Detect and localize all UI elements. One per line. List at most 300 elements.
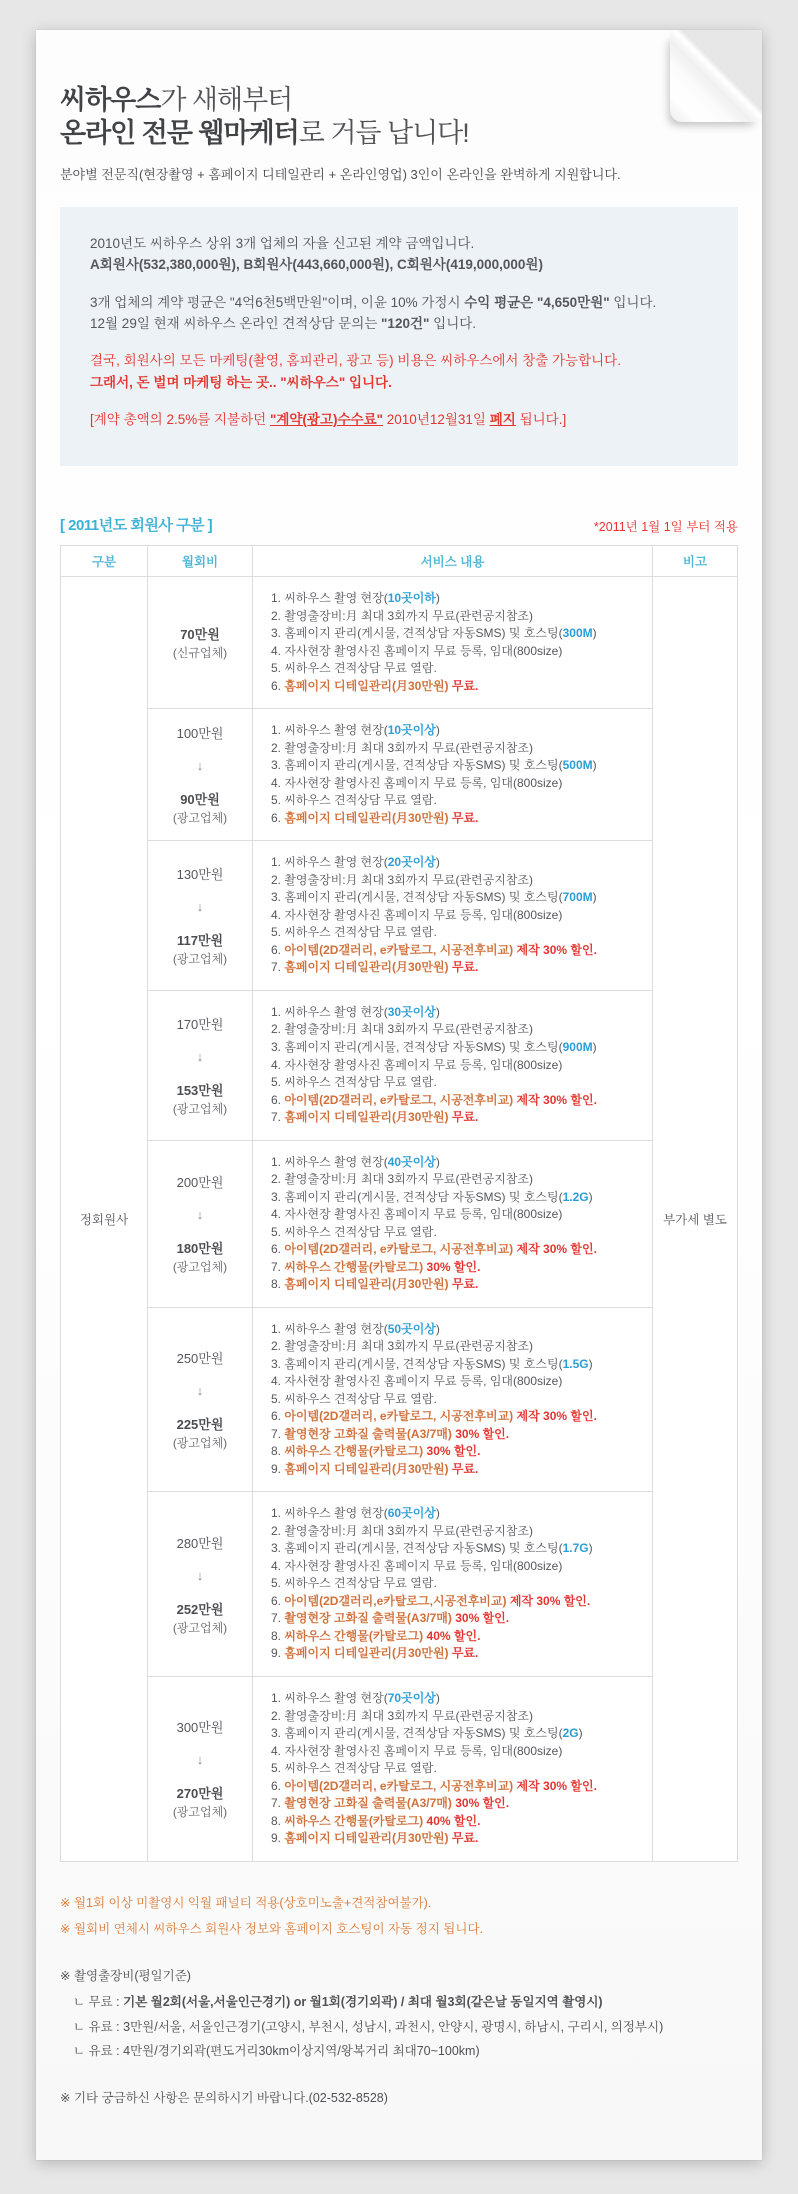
service-text-segment: 30% 할인.: [455, 1611, 510, 1626]
service-text-segment: 6.: [271, 1593, 285, 1608]
service-line: [271, 1461, 644, 1479]
inquiry-count: "120건": [381, 315, 430, 331]
service-line: [271, 608, 644, 626]
fee-value: 100만원: [176, 726, 224, 742]
page-subtitle: 분야별 전문직(현장촬영 + 홈페이지 디테일관리 + 온라인영업) 3인이 온라인을 완벽하게 지원합니다.: [60, 166, 621, 182]
service-text-segment: 7.: [271, 1259, 285, 1274]
service-text-segment: 아이템(2D갤러리, e카탈로그, 시공전후비교): [284, 1092, 514, 1107]
service-line: [271, 924, 644, 942]
service-line: [271, 872, 644, 890]
average-summary: [90, 292, 708, 335]
down-arrow-icon: ↓: [196, 758, 204, 774]
service-line: [271, 1540, 644, 1558]
service-text-segment: 제작 30% 할인.: [516, 1092, 597, 1107]
service-text-segment: ): [435, 723, 440, 738]
service-text-segment: 홈페이지 디테일관리(月30만원): [284, 1461, 449, 1476]
abolition-word: 폐지: [489, 411, 516, 427]
service-text-segment: 촬영현장 고화질 출력물(A3/7매): [284, 1426, 452, 1441]
service-text-segment: 1. 씨하우스 촬영 현장(: [271, 1004, 388, 1019]
service-line: [271, 854, 644, 872]
service-text-segment: 70곳이상: [387, 1690, 436, 1705]
service-line: [271, 959, 644, 977]
service-text-segment: 2. 촬영출장비:月 최대 3회까지 무료(관련공지참조): [271, 872, 534, 887]
fee-company-type: (신규업체): [172, 646, 228, 661]
col-header-monthly-fee: 월회비: [148, 546, 253, 577]
service-text-segment: 4. 자사현장 촬영사진 홈페이지 무료 등록, 임대(800size): [271, 907, 563, 922]
service-text-segment: 씨하우스 간행물(카탈로그): [284, 1628, 424, 1643]
service-text-segment: 30% 할인.: [426, 1444, 481, 1459]
service-line: [271, 942, 644, 960]
service-text-segment: 9.: [271, 1461, 285, 1476]
table-row: [61, 1307, 738, 1492]
summary-box: [60, 207, 738, 466]
apply-date-note: *2011년 1월 1일 부터 적용: [593, 520, 738, 535]
services-cell: [253, 1676, 653, 1861]
avg-post: 입니다.: [609, 294, 657, 310]
service-text-segment: 1.5G: [562, 1356, 589, 1371]
service-text-segment: 무료.: [451, 1277, 479, 1292]
service-text-segment: ): [592, 1040, 597, 1054]
col-header-category: 구분: [61, 546, 148, 577]
fee-company-type: (광고업체): [172, 1436, 228, 1451]
service-text-segment: 30% 할인.: [455, 1796, 510, 1811]
service-text-segment: ): [435, 1690, 440, 1705]
monthly-fee-cell: [148, 1140, 253, 1307]
service-line: [271, 1558, 644, 1576]
service-line: [271, 1760, 644, 1778]
service-text-segment: 4. 자사현장 촬영사진 홈페이지 무료 등록, 임대(800size): [271, 1057, 563, 1072]
service-text-segment: 30곳이상: [387, 1004, 436, 1019]
inquiry-pre: 12월 29일 현재 씨하우스 온라인 견적상담 문의는: [90, 315, 382, 331]
table-row: [61, 1492, 738, 1677]
service-line: [271, 1074, 644, 1092]
service-text-segment: 4. 자사현장 촬영사진 홈페이지 무료 등록, 임대(800size): [271, 1743, 563, 1758]
col-header-note: 비고: [653, 546, 738, 577]
service-text-segment: 40% 할인.: [426, 1628, 481, 1643]
service-text-segment: 무료.: [451, 1110, 479, 1125]
service-line: [271, 1575, 644, 1593]
service-text-segment: 제작 30% 할인.: [516, 1778, 597, 1793]
service-text-segment: 5. 씨하우스 견적상담 무료 열람.: [271, 1224, 437, 1239]
service-text-segment: 7.: [271, 960, 285, 975]
service-text-segment: 아이템(2D갤러리, e카탈로그, 시공전후비교): [284, 1778, 514, 1793]
category-cell: 정회원사: [61, 577, 148, 1861]
service-text-segment: ): [435, 1154, 440, 1169]
service-text-segment: 무료.: [451, 810, 479, 825]
service-line: [271, 1505, 644, 1523]
page-curl: [670, 30, 762, 122]
table-section-header: [60, 514, 738, 535]
service-text-segment: 홈페이지 디테일관리(月30만원): [284, 1277, 449, 1292]
service-line: [271, 625, 644, 643]
title-line-2-rest: 로 거듭 납니다!: [298, 117, 469, 148]
service-text-segment: 촬영현장 고화질 출력물(A3/7매): [284, 1796, 452, 1811]
service-text-segment: ): [592, 626, 597, 641]
service-text-segment: 7.: [271, 1426, 285, 1441]
monthly-fee-cell: [148, 709, 253, 841]
avg-pre: 3개 업체의 계약 평균은 "4억6천5백만원"이며, 이윤 10% 가정시: [90, 294, 465, 310]
service-text-segment: 제작 30% 할인.: [516, 1409, 597, 1424]
service-text-segment: 2. 촬영출장비:月 최대 3회까지 무료(관련공지참조): [271, 740, 534, 755]
monthly-fee-cell: [148, 1492, 253, 1677]
service-text-segment: ): [435, 1506, 440, 1521]
title-line-1: [60, 85, 292, 115]
service-text-segment: 40% 할인.: [426, 1813, 481, 1828]
table-row: [61, 990, 738, 1140]
service-text-segment: 5. 씨하우스 견적상담 무료 열람.: [271, 1075, 437, 1090]
monthly-fee-cell: [148, 841, 253, 991]
service-line: [271, 1645, 644, 1663]
fee-value: 70만원: [180, 627, 220, 643]
penalty-note: ※ 월1회 이상 미촬영시 익월 패널티 적용(상호미노출+견적참여불가).: [60, 1895, 432, 1910]
service-text-segment: 3. 홈페이지 관리(게시물, 견적상담 자동SMS) 및 호스팅(: [271, 890, 563, 905]
table-row: [61, 1676, 738, 1861]
service-text-segment: 1. 씨하우스 촬영 현장(: [271, 723, 388, 738]
inquiry-post: 입니다.: [429, 315, 477, 331]
service-line: [271, 1276, 644, 1294]
service-line: [271, 757, 644, 775]
service-line: [271, 1057, 644, 1075]
service-line: [271, 678, 644, 696]
service-text-segment: 무료.: [451, 1831, 479, 1846]
fee-company-type: (광고업체): [172, 811, 228, 826]
monthly-fee-cell: [148, 1676, 253, 1861]
service-line: [271, 1171, 644, 1189]
service-text-segment: 2. 촬영출장비:月 최대 3회까지 무료(관련공지참조): [271, 1708, 534, 1723]
service-text-segment: 5. 씨하우스 견적상담 무료 열람.: [271, 1391, 437, 1406]
abolition-pre: [계약 총액의 2.5%를 지불하던: [90, 411, 270, 427]
service-line: [271, 1795, 644, 1813]
service-text-segment: 2. 촬영출장비:月 최대 3회까지 무료(관련공지참조): [271, 1172, 534, 1187]
travel-fee-title: ※ 촬영출장비(평일기준): [60, 1969, 191, 1984]
service-text-segment: 씨하우스 간행물(카탈로그): [284, 1259, 424, 1274]
footer-notes: [60, 1894, 738, 2108]
membership-table: [60, 545, 738, 1861]
service-text-segment: 6.: [271, 1092, 285, 1107]
service-text-segment: 2. 촬영출장비:月 최대 3회까지 무료(관련공지참조): [271, 1339, 534, 1354]
service-line: [271, 740, 644, 758]
service-text-segment: 8.: [271, 1277, 285, 1292]
service-line: [271, 1021, 644, 1039]
service-line: [271, 1154, 644, 1172]
fee-company-type: (광고업체): [172, 1805, 228, 1820]
service-text-segment: 3. 홈페이지 관리(게시물, 견적상담 자동SMS) 및 호스팅(: [271, 758, 563, 773]
service-line: [271, 1778, 644, 1796]
services-cell: [253, 709, 653, 841]
service-text-segment: 2. 촬영출장비:月 최대 3회까지 무료(관련공지참조): [271, 1523, 534, 1538]
service-line: [271, 810, 644, 828]
service-text-segment: 300M: [562, 626, 593, 641]
fee-company-type: (광고업체): [172, 1260, 228, 1275]
table-row: [61, 1140, 738, 1307]
service-text-segment: 60곳이상: [387, 1506, 436, 1521]
service-text-segment: 6.: [271, 1778, 285, 1793]
vat-note-cell: 부가세 별도: [653, 577, 738, 1861]
travel-free-detail: 기본 월2회(서울,서울인근경기) or 월1회(경기외곽) / 최대 월3회(같은날 동일지역 촬영시): [123, 1994, 603, 2009]
page-title: [60, 84, 738, 150]
service-text-segment: 3. 홈페이지 관리(게시물, 견적상담 자동SMS) 및 호스팅(: [271, 1726, 563, 1741]
service-text-segment: 30% 할인.: [455, 1426, 510, 1441]
service-line: [271, 1259, 644, 1277]
service-line: [271, 1039, 644, 1057]
service-text-segment: ): [435, 591, 440, 606]
service-text-segment: 7.: [271, 1796, 285, 1811]
travel-paid-prefix-2: ㄴ 유료 :: [73, 2044, 124, 2059]
service-text-segment: 8.: [271, 1444, 285, 1459]
discounted-fee-value: 117만원: [176, 933, 224, 949]
travel-paid-prefix-1: ㄴ 유료 :: [73, 2019, 124, 2034]
fee-value: 280만원: [176, 1535, 224, 1551]
fee-company-type: (광고업체): [172, 1620, 228, 1635]
service-text-segment: 3. 홈페이지 관리(게시물, 견적상담 자동SMS) 및 호스팅(: [271, 1356, 563, 1371]
service-text-segment: 5. 씨하우스 견적상담 무료 열람.: [271, 1761, 437, 1776]
service-text-segment: 홈페이지 디테일관리(月30만원): [284, 678, 449, 693]
service-text-segment: 무료.: [451, 678, 479, 693]
discounted-fee-value: 153만원: [176, 1082, 224, 1098]
service-text-segment: 제작 30% 할인.: [509, 1593, 591, 1608]
service-text-segment: 홈페이지 디테일관리(月30만원): [284, 960, 449, 975]
travel-paid-detail-1: 3만원/서울, 서울인근경기(고양시, 부천시, 성남시, 과천시, 안양시, 광명시, 하남시, 구리시, 의정부시): [123, 2019, 664, 2034]
service-line: [271, 1830, 644, 1848]
marketing-statement: [90, 350, 708, 393]
service-text-segment: 4. 자사현장 촬영사진 홈페이지 무료 등록, 임대(800size): [271, 643, 563, 658]
service-text-segment: 50곳이상: [387, 1321, 436, 1336]
service-line: [271, 889, 644, 907]
title-line-1-rest: 가 새해부터: [160, 85, 293, 115]
service-line: [271, 1690, 644, 1708]
travel-free-prefix: ㄴ 무료 :: [73, 1994, 124, 2009]
summary-line-1: 2010년도 씨하우스 상위 3개 업체의 자율 신고된 계약 금액입니다.: [90, 235, 475, 251]
discounted-fee-value: 90만원: [180, 792, 220, 808]
service-text-segment: 홈페이지 디테일관리(月30만원): [284, 810, 449, 825]
service-text-segment: 2. 촬영출장비:月 최대 3회까지 무료(관련공지참조): [271, 608, 534, 623]
service-text-segment: ): [588, 1356, 593, 1371]
service-line: [271, 643, 644, 661]
service-text-segment: 30% 할인.: [426, 1259, 481, 1274]
services-cell: [253, 577, 653, 709]
discounted-fee-value: 180만원: [176, 1241, 224, 1257]
service-text-segment: 1. 씨하우스 촬영 현장(: [271, 591, 388, 606]
service-line: [271, 1610, 644, 1628]
service-text-segment: 1. 씨하우스 촬영 현장(: [271, 1690, 388, 1705]
service-line: [271, 1109, 644, 1127]
service-line: [271, 1241, 644, 1259]
contract-summary: [90, 233, 708, 276]
contact-note: ※ 기타 궁금하신 사항은 문의하시기 바랍니다.(02-532-8528): [60, 2091, 388, 2106]
marketing-line-1: 결국, 회원사의 모든 마케팅(촬영, 홈피관리, 광고 등) 비용은 씨하우스에서 창출 가능합니다.: [90, 353, 621, 369]
monthly-fee-cell: [148, 990, 253, 1140]
service-line: [271, 1206, 644, 1224]
service-text-segment: ): [588, 1189, 593, 1204]
services-cell: [253, 1140, 653, 1307]
service-text-segment: 1. 씨하우스 촬영 현장(: [271, 1321, 388, 1336]
service-line: [271, 1373, 644, 1391]
service-line: [271, 1391, 644, 1409]
abolition-fee-term: "계약(광고)수수료": [269, 411, 384, 427]
service-line: [271, 660, 644, 678]
service-text-segment: 아이템(2D갤러리, e카탈로그, 시공전후비교): [284, 942, 514, 957]
service-text-segment: 8.: [271, 1628, 285, 1643]
service-line: [271, 1813, 644, 1831]
service-text-segment: 9.: [271, 1646, 285, 1661]
down-arrow-icon: ↓: [196, 899, 204, 915]
service-line: [271, 775, 644, 793]
document-sheet: [36, 30, 762, 2160]
service-text-segment: 4. 자사현장 촬영사진 홈페이지 무료 등록, 임대(800size): [271, 1374, 563, 1389]
service-line: [271, 1443, 644, 1461]
service-line: [271, 1408, 644, 1426]
service-text-segment: 1. 씨하우스 촬영 현장(: [271, 855, 388, 870]
service-text-segment: 8.: [271, 1813, 285, 1828]
table-row: [61, 841, 738, 991]
travel-fee-paid-line-1: [73, 2018, 738, 2037]
monthly-fee-cell: [148, 577, 253, 709]
title-emphasis: 온라인 전문 웹마케터: [60, 117, 299, 148]
service-text-segment: 7.: [271, 1611, 285, 1626]
service-text-segment: 700M: [562, 890, 593, 905]
service-text-segment: 홈페이지 디테일관리(月30만원): [284, 1646, 449, 1661]
service-text-segment: 20곳이상: [387, 855, 436, 870]
service-text-segment: 4. 자사현장 촬영사진 홈페이지 무료 등록, 임대(800size): [271, 775, 563, 790]
service-line: [271, 1092, 644, 1110]
fee-value: 300만원: [176, 1720, 224, 1736]
service-text-segment: 5. 씨하우스 견적상담 무료 열람.: [271, 793, 437, 808]
service-text-segment: 5. 씨하우스 견적상담 무료 열람.: [271, 661, 437, 676]
service-line: [271, 722, 644, 740]
table-row: [61, 577, 738, 709]
service-text-segment: 홈페이지 디테일관리(月30만원): [284, 1110, 449, 1125]
service-text-segment: ): [435, 1004, 440, 1019]
service-text-segment: 아이템(2D갤러리, e카탈로그, 시공전후비교): [284, 1242, 514, 1257]
fee-company-type: (광고업체): [172, 952, 228, 967]
fee-abolition-note: [90, 409, 708, 430]
service-text-segment: 6.: [271, 810, 285, 825]
service-text-segment: 아이템(2D갤러리,e카탈로그,시공전후비교): [284, 1593, 507, 1608]
service-text-segment: 씨하우스 간행물(카탈로그): [284, 1444, 424, 1459]
travel-paid-detail-2: 4만원/경기외곽(편도거리30km이상지역/왕복거리 최대70~100km): [123, 2044, 480, 2059]
service-text-segment: 아이템(2D갤러리, e카탈로그, 시공전후비교): [284, 1409, 514, 1424]
services-cell: [253, 1307, 653, 1492]
service-line: [271, 1593, 644, 1611]
services-cell: [253, 990, 653, 1140]
service-line: [271, 792, 644, 810]
fee-value: 130만원: [176, 867, 224, 883]
service-text-segment: 3. 홈페이지 관리(게시물, 견적상담 자동SMS) 및 호스팅(: [271, 1541, 563, 1556]
service-text-segment: 제작 30% 할인.: [516, 1242, 597, 1257]
monthly-fee-cell: [148, 1307, 253, 1492]
service-line: [271, 907, 644, 925]
service-text-segment: 1.2G: [562, 1189, 589, 1204]
service-text-segment: 3. 홈페이지 관리(게시물, 견적상담 자동SMS) 및 호스팅(: [271, 1189, 563, 1204]
down-arrow-icon: ↓: [196, 1383, 204, 1399]
discounted-fee-value: 252만원: [176, 1601, 224, 1617]
service-line: [271, 1338, 644, 1356]
down-arrow-icon: ↓: [196, 1048, 204, 1064]
service-text-segment: 6.: [271, 678, 285, 693]
service-text-segment: 무료.: [451, 960, 479, 975]
service-line: [271, 1004, 644, 1022]
service-text-segment: ): [578, 1726, 583, 1741]
table-header-row: [61, 546, 738, 577]
service-text-segment: ): [592, 890, 597, 905]
service-text-segment: 씨하우스 간행물(카탈로그): [284, 1813, 424, 1828]
fee-company-type: (광고업체): [172, 1101, 228, 1116]
service-line: [271, 1743, 644, 1761]
services-cell: [253, 1492, 653, 1677]
service-line: [271, 1725, 644, 1743]
service-line: [271, 1224, 644, 1242]
service-line: [271, 1426, 644, 1444]
down-arrow-icon: ↓: [196, 1567, 204, 1583]
marketing-line-2: 그래서, 돈 벌며 마케팅 하는 곳.. "씨하우스" 입니다.: [90, 374, 392, 390]
abolition-post: 됩니다.]: [515, 411, 567, 427]
down-arrow-icon: ↓: [196, 1752, 204, 1768]
service-text-segment: 5. 씨하우스 견적상담 무료 열람.: [271, 1576, 437, 1591]
service-text-segment: 9.: [271, 1831, 285, 1846]
service-text-segment: 6.: [271, 1409, 285, 1424]
service-text-segment: ): [592, 758, 597, 773]
service-text-segment: 900M: [562, 1040, 593, 1054]
service-text-segment: 홈페이지 디테일관리(月30만원): [284, 1831, 449, 1846]
discounted-fee-value: 225만원: [176, 1417, 224, 1433]
travel-fee-paid-line-2: [73, 2042, 738, 2061]
service-text-segment: 7.: [271, 1110, 285, 1125]
travel-fee-free-line: [73, 1993, 738, 2012]
service-text-segment: 무료.: [451, 1461, 479, 1476]
title-line-2: [60, 118, 469, 148]
discounted-fee-value: 270만원: [176, 1786, 224, 1802]
title-brand: 씨하우스: [60, 85, 161, 115]
service-line: [271, 1189, 644, 1207]
service-text-segment: 촬영현장 고화질 출력물(A3/7매): [284, 1611, 452, 1626]
service-text-segment: 4. 자사현장 촬영사진 홈페이지 무료 등록, 임대(800size): [271, 1207, 563, 1222]
fee-value: 170만원: [176, 1016, 224, 1032]
table-row: [61, 709, 738, 841]
service-text-segment: 2. 촬영출장비:月 최대 3회까지 무료(관련공지참조): [271, 1022, 534, 1037]
service-text-segment: 2G: [562, 1726, 579, 1741]
service-text-segment: 6.: [271, 1242, 285, 1257]
abolition-date: 2010년12월31일: [383, 411, 490, 427]
table-section-title: [ 2011년도 회원사 구분 ]: [60, 517, 213, 535]
service-text-segment: 제작 30% 할인.: [516, 942, 597, 957]
service-text-segment: 3. 홈페이지 관리(게시물, 견적상담 자동SMS) 및 호스팅(: [271, 626, 563, 641]
col-header-services: 서비스 내용: [253, 546, 653, 577]
overdue-note: ※ 월회비 연체시 씨하우스 회원사 정보와 홈페이지 호스팅이 자동 정지 됩니다.: [60, 1922, 484, 1937]
service-text-segment: ): [435, 1321, 440, 1336]
fee-value: 200만원: [176, 1175, 224, 1191]
avg-bold: 수익 평균은 "4,650만원": [464, 294, 610, 310]
service-line: [271, 1356, 644, 1374]
service-line: [271, 590, 644, 608]
service-text-segment: 1.7G: [562, 1541, 589, 1556]
service-text-segment: 1. 씨하우스 촬영 현장(: [271, 1506, 388, 1521]
service-text-segment: 10곳이상: [387, 723, 436, 738]
service-line: [271, 1523, 644, 1541]
service-text-segment: 5. 씨하우스 견적상담 무료 열람.: [271, 925, 437, 940]
service-text-segment: 40곳이상: [387, 1154, 436, 1169]
service-text-segment: 500M: [562, 758, 593, 773]
fee-value: 250만원: [176, 1351, 224, 1367]
services-cell: [253, 841, 653, 991]
service-line: [271, 1628, 644, 1646]
service-line: [271, 1321, 644, 1339]
service-text-segment: 6.: [271, 942, 285, 957]
down-arrow-icon: ↓: [196, 1207, 204, 1223]
service-text-segment: 3. 홈페이지 관리(게시물, 견적상담 자동SMS) 및 호스팅(: [271, 1040, 563, 1054]
service-text-segment: ): [588, 1541, 593, 1556]
service-text-segment: ): [435, 855, 440, 870]
service-text-segment: 무료.: [451, 1646, 479, 1661]
